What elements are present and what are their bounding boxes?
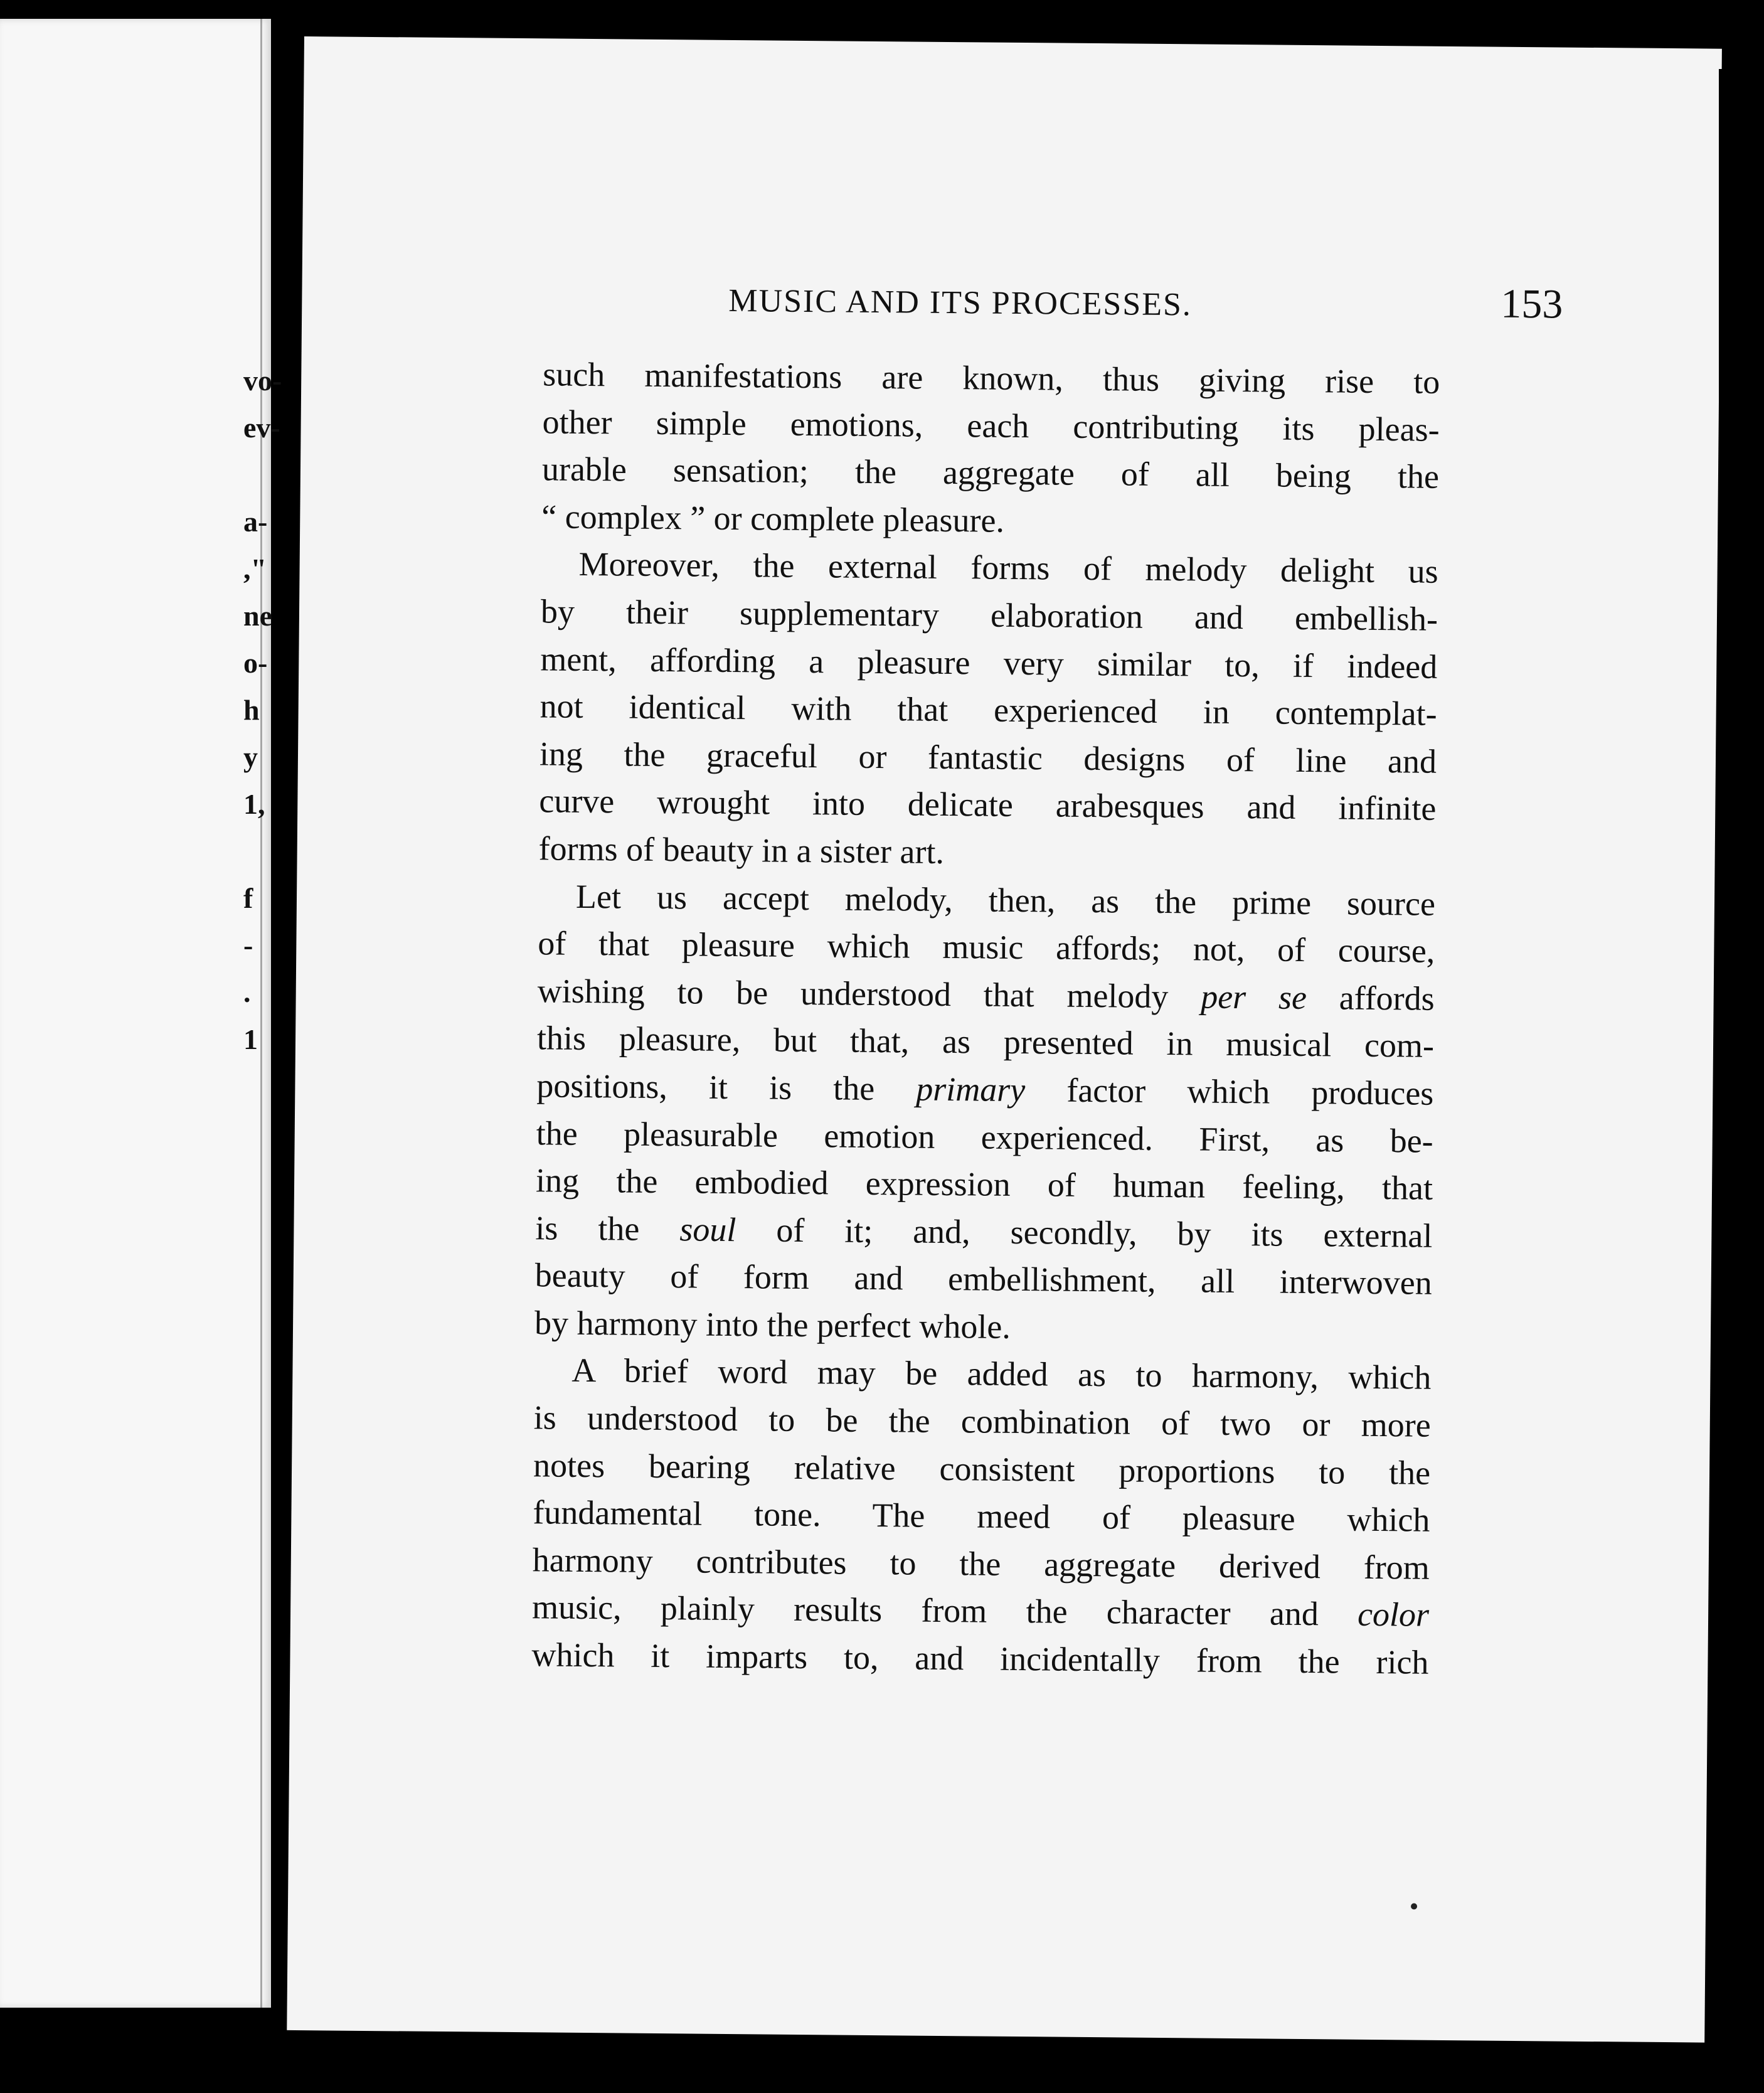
- text-line: of that pleasure which music affords; not, of course,: [538, 924, 1435, 970]
- italic-word: primary: [916, 1070, 1026, 1109]
- scan-speck: [1411, 1904, 1417, 1910]
- scan-border-right: [1719, 69, 1764, 2039]
- left-fragment: y: [243, 741, 258, 773]
- text-line: Moreover, the external forms of melody delight us: [578, 545, 1438, 591]
- left-page-text-fragments: [0, 19, 282, 2008]
- text-line: forms of beauty in a sister art.: [538, 829, 945, 871]
- left-fragment: -: [243, 929, 253, 961]
- book-page: [287, 36, 1722, 2043]
- text-line: not identical with that experienced in contemplat-: [539, 687, 1437, 733]
- italic-word: color: [1357, 1595, 1430, 1634]
- text-line-with-italic: [536, 1062, 1434, 1117]
- scan-border-bottom: [0, 2052, 1764, 2093]
- text-line: ing the embodied expression of human feeling, that: [535, 1161, 1433, 1207]
- text-line-with-italic: [535, 1205, 1433, 1260]
- text-line: is understood to be the combination of two or more: [533, 1398, 1432, 1444]
- text-line-with-italic: [537, 967, 1435, 1023]
- left-fragment: o-: [243, 647, 268, 679]
- text-line: other simple emotions, each contributing its pleas-: [542, 402, 1440, 449]
- text-line: curve wrought into delicate arabesques and infinite: [539, 782, 1437, 828]
- text-line: by harmony into the perfect whole.: [534, 1304, 1011, 1346]
- text-line: this pleasure, but that, as presented in musical com-: [536, 1019, 1435, 1065]
- italic-word: soul: [679, 1210, 736, 1249]
- page-number: 153: [1501, 280, 1563, 328]
- left-fragment: h: [243, 694, 260, 726]
- text-run: factor which produces: [1066, 1071, 1434, 1112]
- text-run: of it; and, secondly, by its external: [776, 1211, 1433, 1255]
- italic-phrase: per se: [1200, 977, 1307, 1016]
- text-line: beauty of form and embellishment, all interwoven: [534, 1256, 1432, 1302]
- text-line: such manifestations are known, thus giving rise to: [543, 355, 1440, 401]
- text-line: notes bearing relative consistent proportions to the: [533, 1446, 1431, 1492]
- text-run: positions, it is the: [536, 1067, 875, 1107]
- left-fragment: ,": [243, 553, 267, 585]
- text-line: by their supplementary elaboration and embellish-: [540, 592, 1438, 638]
- text-line: harmony contributes to the aggregate derived from: [532, 1541, 1430, 1587]
- page-header: [728, 274, 1563, 331]
- text-line: the pleasurable emotion experienced. First, as be-: [536, 1114, 1433, 1160]
- text-run: wishing to be understood that melody: [537, 972, 1169, 1015]
- text-line: Let us accept melody, then, as the prime source: [575, 877, 1436, 923]
- text-run: music, plainly results from the character and: [531, 1588, 1319, 1633]
- text-line: “ complex ” or complete pleasure.: [541, 498, 1005, 540]
- left-fragment: vo-: [243, 365, 282, 397]
- text-line: ing the graceful or fantastic designs of line and: [539, 735, 1437, 780]
- text-line: urable sensation; the aggregate of all being the: [541, 450, 1440, 496]
- left-fragment: ne: [243, 600, 272, 632]
- left-fragment: f: [243, 882, 253, 914]
- page-body-text: [531, 351, 1440, 1686]
- text-line: fundamental tone. The meed of pleasure which: [533, 1493, 1430, 1539]
- left-fragment: .: [243, 976, 251, 1008]
- left-fragment: 1,: [243, 788, 265, 820]
- text-run: affords: [1339, 979, 1435, 1018]
- text-line-with-italic: [532, 1584, 1430, 1639]
- left-fragment: a-: [243, 506, 268, 538]
- text-line: ment, affording a pleasure very similar to, if indeed: [540, 639, 1438, 686]
- running-title: MUSIC AND ITS PROCESSES.: [728, 282, 1193, 323]
- text-line: A brief word may be added as to harmony, which: [571, 1351, 1432, 1397]
- previous-page-fragment: [0, 19, 282, 2008]
- left-fragment: 1: [243, 1023, 258, 1055]
- text-line: which it imparts to, and incidentally from the rich: [531, 1636, 1429, 1681]
- left-fragment: ev-: [243, 412, 280, 444]
- text-run: is the: [535, 1208, 640, 1248]
